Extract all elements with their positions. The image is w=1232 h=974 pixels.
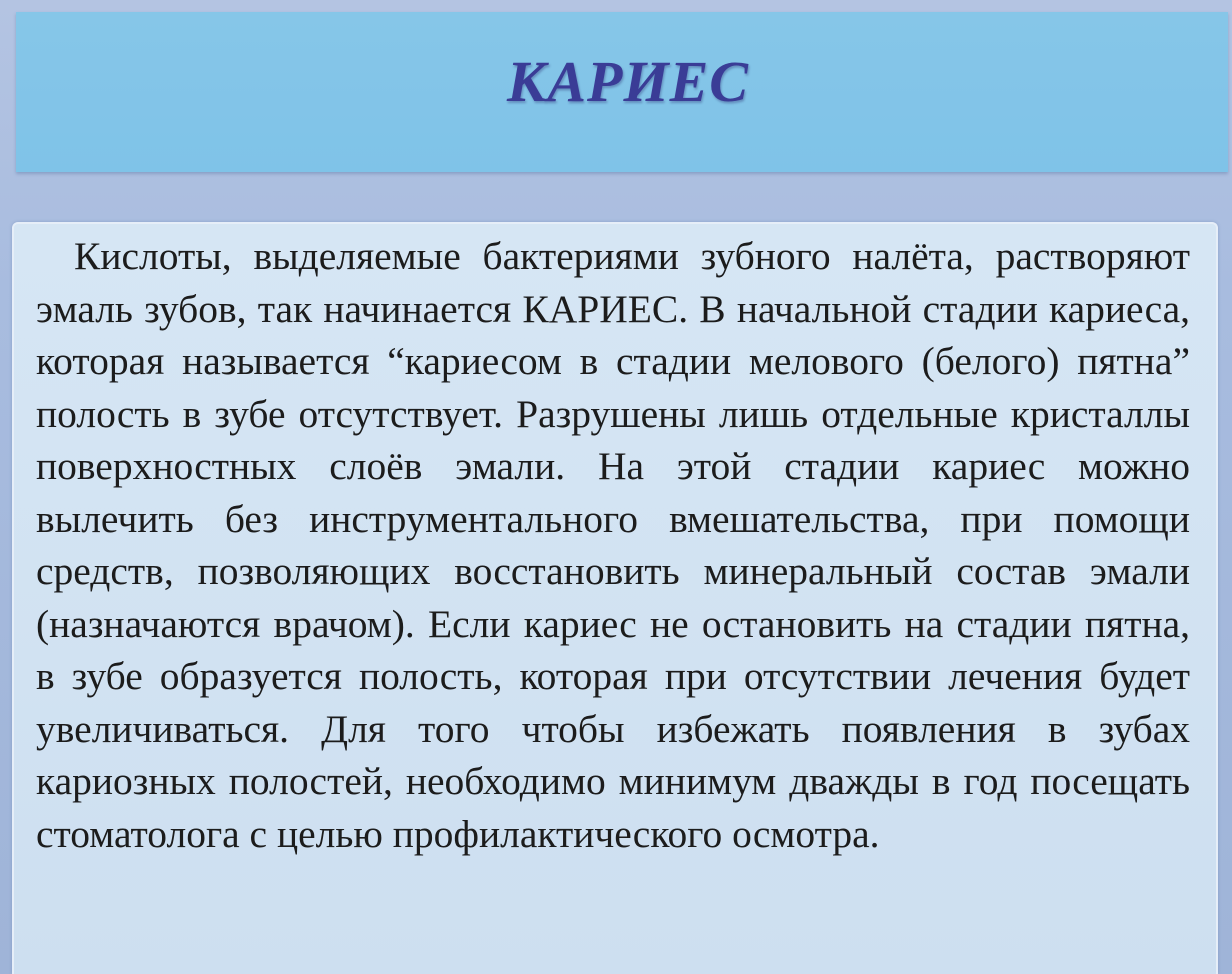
title-bar <box>16 12 1228 172</box>
content-box <box>12 222 1218 974</box>
body-paragraph: Кислоты, выделяемые бактериями зубного налёта, растворяют эмаль зубов, так начинается КАРИЕС. В начальной стадии кариеса, которая называется “кариесом в стадии мелового (белого) пятна” полость в зубе отсутствует. Разрушены лишь отдельные кристаллы поверхностных слоёв эмали. На этой стадии кариес можно вылечить без инструментального вмешательства, при помощи средств, позволяющих восстановить минеральный состав эмали (назначаются врачом). Если кариес не остановить на стадии пятна, в зубе образуется полость, которая при отсутствии лечения будет увеличиваться. Для того чтобы избежать появления в зубах кариозных полостей, необходимо минимум дважды в год посещать стоматолога с целью профилактического осмотра. <box>36 234 1190 856</box>
slide-title: КАРИЕС <box>507 48 749 114</box>
